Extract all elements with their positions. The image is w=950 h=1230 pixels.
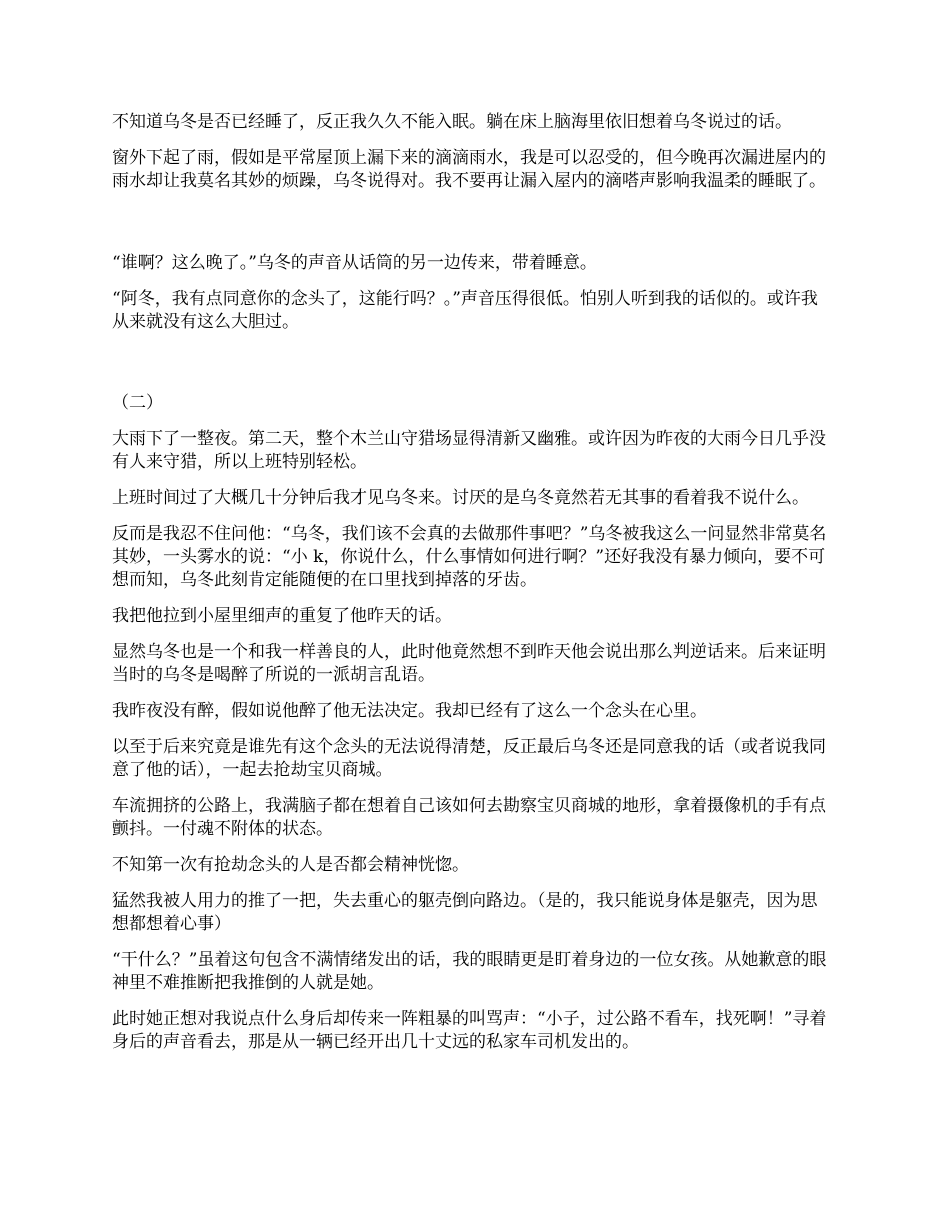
section-gap bbox=[112, 347, 832, 392]
paragraph-5: 大雨下了一整夜。第二天，整个木兰山守猎场显得清新又幽雅。或许因为昨夜的大雨今日几乎没有人来守猎，所以上班特别轻松。 bbox=[112, 429, 826, 472]
paragraph-13: 不知第一次有抢劫念头的人是否都会精神恍惚。 bbox=[112, 855, 469, 875]
paragraph-10: 我昨夜没有醉，假如说他醉了他无法决定。我却已经有了这么一个念头在心里。 bbox=[112, 701, 707, 721]
paragraph-9: 显然乌冬也是一个和我一样善良的人，此时他竟然想不到昨天他会说出那么判逆话来。后来证明当时的乌冬是喝醉了所说的一派胡言乱语。 bbox=[112, 642, 826, 685]
paragraph-1: 不知道乌冬是否已经睡了，反正我久久不能入眠。躺在床上脑海里依旧想着乌冬说过的话。 bbox=[112, 112, 792, 132]
paragraph-12: 车流拥挤的公路上，我满脑子都在想着自己该如何去勘察宝贝商城的地形，拿着摄像机的手有点颤抖。一付魂不附体的状态。 bbox=[112, 796, 826, 839]
paragraph-16: 此时她正想对我说点什么身后却传来一阵粗暴的叫骂声：“小子，过公路不看车，找死啊！”寻着身后的声音看去，那是从一辆已经开出几十丈远的私家车司机发出的。 bbox=[112, 1009, 827, 1052]
document-page bbox=[112, 111, 832, 1067]
paragraph-2: 窗外下起了雨，假如是平常屋顶上漏下来的滴滴雨水，我是可以忍受的，但今晚再次漏进屋内的雨水却让我莫名其妙的烦躁，乌冬说得对。我不要再让漏入屋内的滴嗒声影响我温柔的睡眠了。 bbox=[112, 148, 826, 191]
paragraph-15: “干什么？”虽着这句包含不满情绪发出的话，我的眼睛更是盯着身边的一位女孩。从她歉意的眼神里不难推断把我推倒的人就是她。 bbox=[112, 950, 827, 993]
paragraph-7: 反而是我忍不住问他：“乌冬，我们该不会真的去做那件事吧？”乌冬被我这么一问显然非常莫名其妙，一头雾水的说：“小 k，你说什么，什么事情如何进行啊？”还好我没有暴力倾向，要不可想而知，乌冬此刻肯定能随便的在口里找到掉落的牙齿。 bbox=[112, 524, 827, 590]
section-heading: （二） bbox=[112, 393, 163, 413]
paragraph-8: 我把他拉到小屋里细声的重复了他昨天的话。 bbox=[112, 606, 452, 626]
paragraph-4: “阿冬，我有点同意你的念头了，这能行吗？。”声音压得很低。怕别人听到我的话似的。或许我从来就没有这么大胆过。 bbox=[112, 289, 818, 332]
paragraph-3: “谁啊？这么晚了。”乌冬的声音从话筒的另一边传来，带着睡意。 bbox=[112, 253, 597, 273]
paragraph-11: 以至于后来究竟是谁先有这个念头的无法说得清楚，反正最后乌冬还是同意我的话（或者说我同意了他的话），一起去抢劫宝贝商城。 bbox=[112, 737, 826, 780]
section-gap bbox=[112, 206, 832, 252]
paragraph-6: 上班时间过了大概几十分钟后我才见乌冬来。讨厌的是乌冬竟然若无其事的看着我不说什么。 bbox=[112, 488, 809, 508]
paragraph-14: 猛然我被人用力的推了一把，失去重心的躯壳倒向路边。（是的，我只能说身体是躯壳，因为思想都想着心事） bbox=[112, 891, 818, 934]
